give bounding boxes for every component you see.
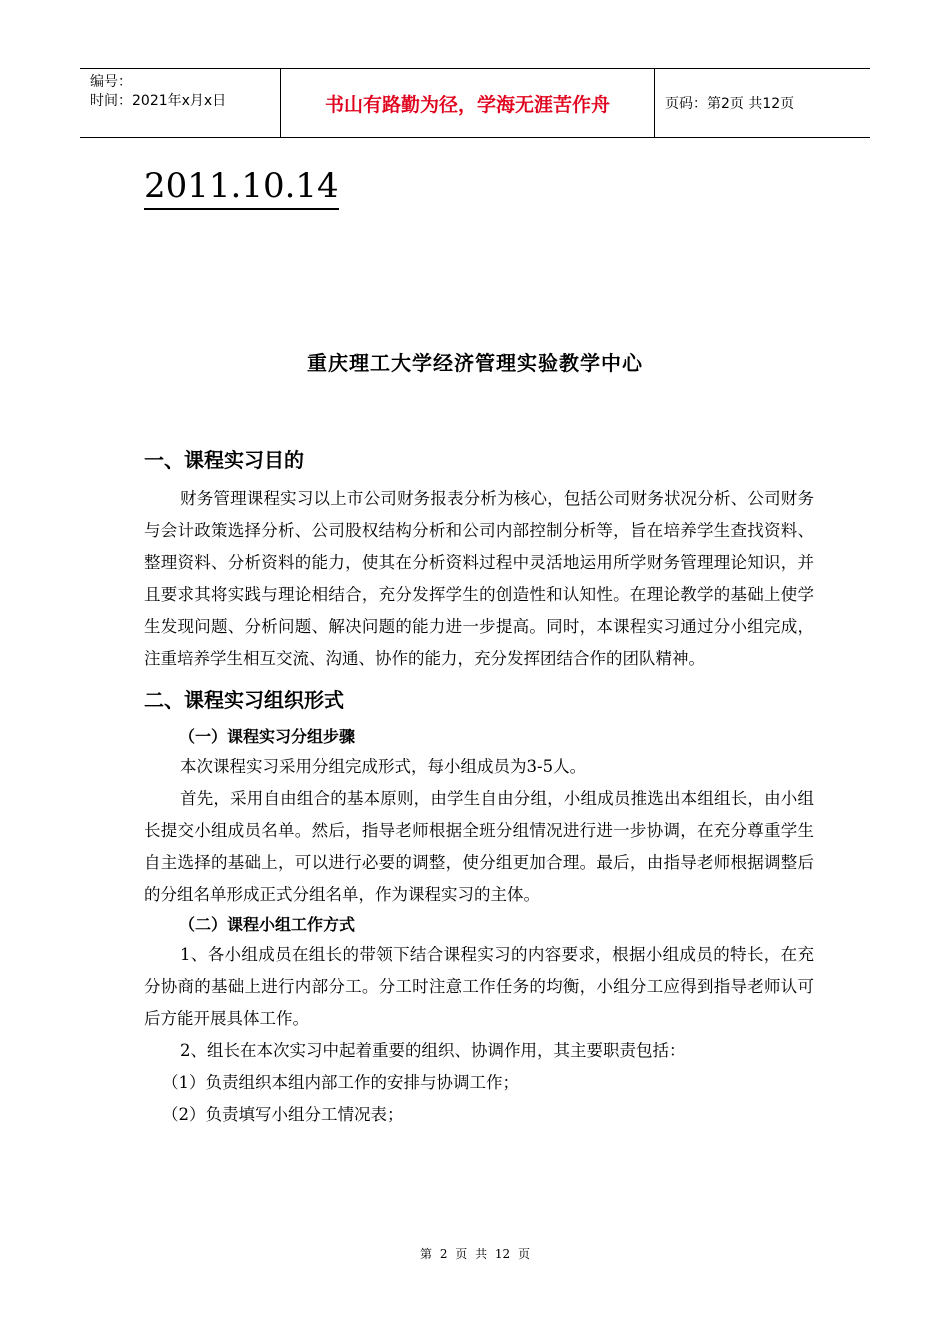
serial-label: 编号： bbox=[90, 74, 132, 90]
time-label: 时间：2021年x月x日 bbox=[90, 93, 227, 109]
header-page-info: 页码：第2页 共12页 bbox=[665, 96, 795, 112]
section-2-paragraph-2: 首先，采用自由组合的基本原则，由学生自由分组，小组成员推选出本组组长，由小组长提交小组成员名单。然后，指导老师根据全班分组情况进行进一步协调，在充分尊重学生自主选择的基础上，可以进行必要的调整，使分组更加合理。最后，由指导老师根据调整后的分组名单形成正式分组名单，作为课程实习的主体。 bbox=[144, 789, 814, 904]
section-2-paragraph-3: 1、各小组成员在组长的带领下结合课程实习的内容要求，根据小组成员的特长，在充分协商的基础上进行内部分工。分工时注意工作任务的均衡，小组分工应得到指导老师认可后方能开展具体工作。 bbox=[144, 945, 814, 1028]
document-body bbox=[144, 443, 814, 1131]
section-2-paragraph-4: 2、组长在本次实习中起着重要的组织、协调作用，其主要职责包括： bbox=[180, 1041, 686, 1060]
page-header bbox=[80, 68, 870, 138]
subsection-2-heading: （二）课程小组工作方式 bbox=[179, 915, 356, 934]
header-motto: 书山有路勤为径，学海无涯苦作舟 bbox=[281, 69, 655, 137]
document-date: 2011.10.14 bbox=[144, 166, 339, 210]
section-1-paragraph: 财务管理课程实习以上市公司财务报表分析为核心，包括公司财务状况分析、公司财务与会计政策选择分析、公司股权结构分析和公司内部控制分析等，旨在培养学生查找资料、整理资料、分析资料的能力，使其在分析资料过程中灵活地运用所学财务管理理论知识，并且要求其将实践与理论相结合，充分发挥学生的创造性和认知性。在理论教学的基础上使学生发现问题、分析问题、解决问题的能力进一步提高。同时，本课程实习通过分小组完成，注重培养学生相互交流、沟通、协作的能力，充分发挥团结合作的团队精神。 bbox=[144, 489, 814, 668]
subsection-1-heading: （一）课程实习分组步骤 bbox=[179, 727, 356, 746]
section-2-heading: 二、课程实习组织形式 bbox=[144, 688, 344, 712]
page-footer: 第 2 页 共 12 页 bbox=[420, 1247, 530, 1261]
section-2-paragraph-1: 本次课程实习采用分组完成形式，每小组成员为3-5人。 bbox=[180, 757, 587, 776]
section-1-heading: 一、课程实习目的 bbox=[144, 448, 304, 472]
list-item: （1）负责组织本组内部工作的安排与协调工作； bbox=[162, 1073, 519, 1092]
header-meta bbox=[80, 69, 281, 137]
list-item: （2）负责填写小组分工情况表； bbox=[162, 1105, 404, 1124]
center-title: 重庆理工大学经济管理实验教学中心 bbox=[307, 351, 643, 375]
